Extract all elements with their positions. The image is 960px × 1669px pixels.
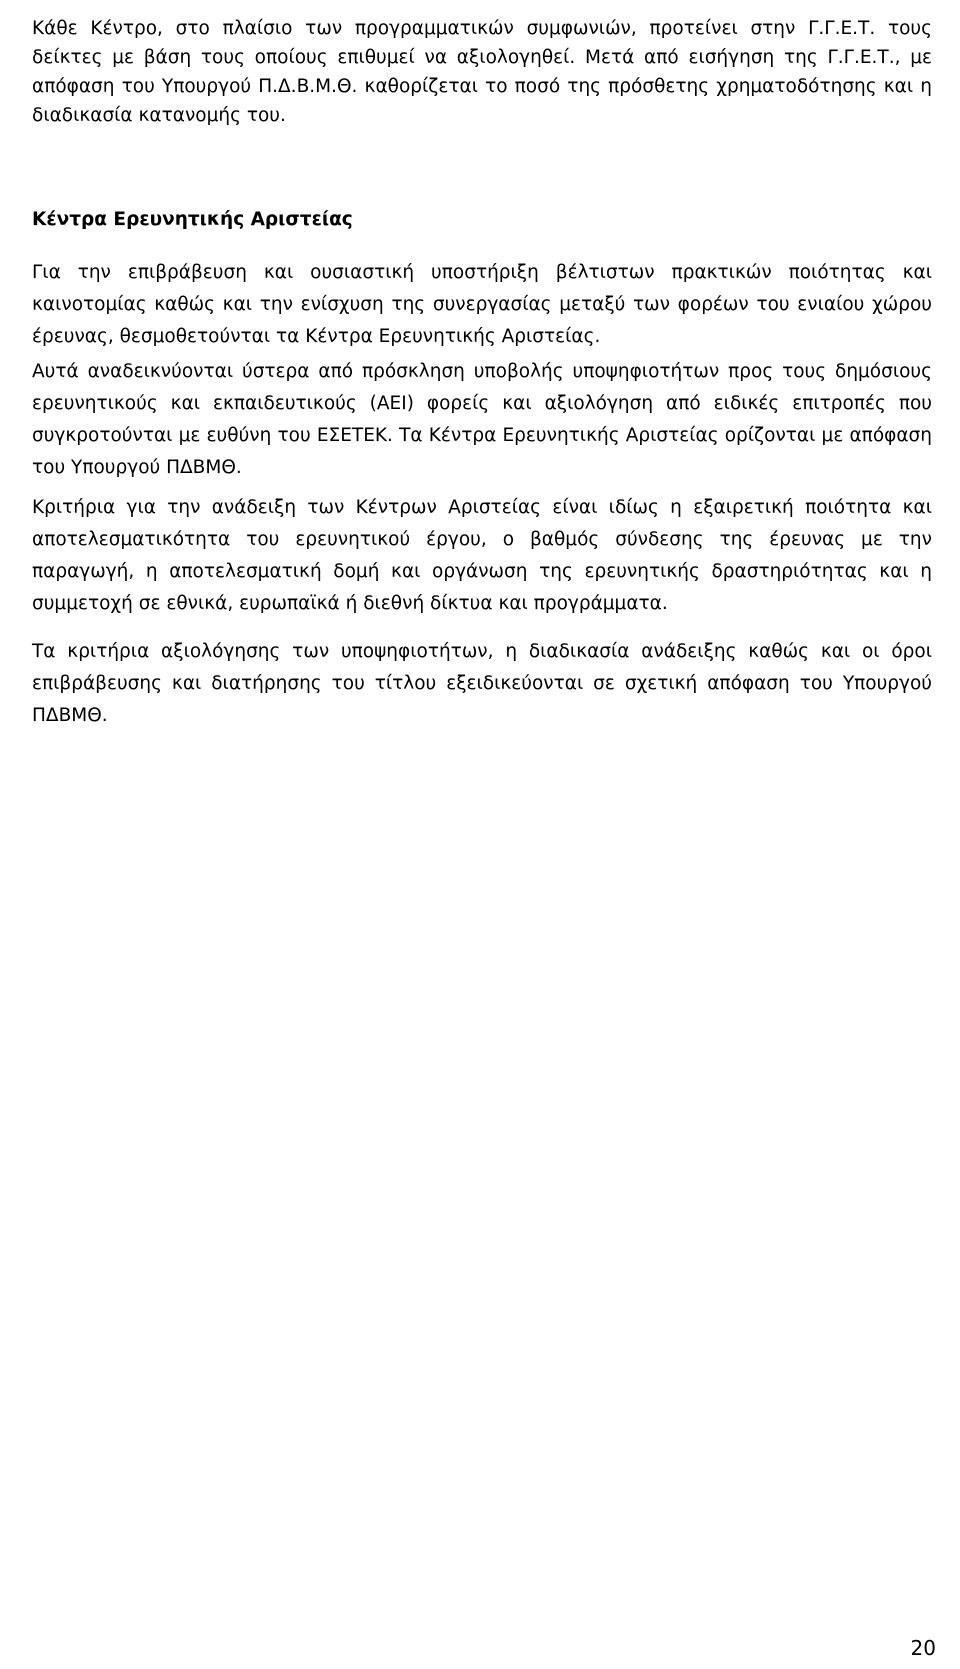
intro-paragraph: Κάθε Κέντρο, στο πλαίσιο των προγραμματικών συμφωνιών, προτείνει στην Γ.Γ.Ε.Τ. τους δείκτες με βάση τους οποίους επιθυμεί να αξιολογηθεί. Μετά από εισήγηση της Γ.Γ.Ε.Τ., με απόφαση του Υπουργού Π.Δ.Β.Μ.Θ. καθορίζεται το ποσό της πρόσθετης χρηματοδότησης και η διαδικασία κατανομής του. — [32, 18, 932, 126]
section-heading: Κέντρα Ερευνητικής Αριστείας — [32, 209, 353, 230]
paragraph-establishment: Για την επιβράβευση και ουσιαστική υποστήριξη βέλτιστων πρακτικών ποιότητας και καινοτομίας καθώς και την ενίσχυση της συνεργασίας μεταξύ των φορέων του ενιαίου χώρου έρευνας, θεσμοθετούνται τα Κέντρα Ερευνητικής Αριστείας. — [32, 262, 932, 347]
document-page — [32, 14, 932, 732]
paragraph-selection: Αυτά αναδεικνύονται ύστερα από πρόσκληση υποβολής υποψηφιοτήτων προς τους δημόσιους ερευνητικούς και εκπαιδευτικούς (ΑΕΙ) φορείς και αξιολόγηση από ειδικές επιτροπές που συγκροτούνται με ευθύνη του ΕΣΕΤΕΚ. Τα Κέντρα Ερευνητικής Αριστείας ορίζονται με απόφαση του Υπουργού ΠΔΒΜΘ. — [32, 361, 932, 478]
paragraph-criteria: Κριτήρια για την ανάδειξη των Κέντρων Αριστείας είναι ιδίως η εξαιρετική ποιότητα και αποτελεσματικότητα του ερευνητικού έργου, ο βαθμός σύνδεσης της έρευνας με την παραγωγή, η αποτελεσματική δομή και οργάνωση της ερευνητικής δραστηριότητας και η συμμετοχή σε εθνικά, ευρωπαϊκά ή διεθνή δίκτυα και προγράμματα. — [32, 497, 932, 614]
page-number: 20 — [910, 1636, 936, 1660]
paragraph-evaluation: Τα κριτήρια αξιολόγησης των υποψηφιοτήτων, η διαδικασία ανάδειξης καθώς και οι όροι επιβράβευσης και διατήρησης του τίτλου εξειδικεύονται σε σχετική απόφαση του Υπουργού ΠΔΒΜΘ. — [32, 641, 932, 726]
